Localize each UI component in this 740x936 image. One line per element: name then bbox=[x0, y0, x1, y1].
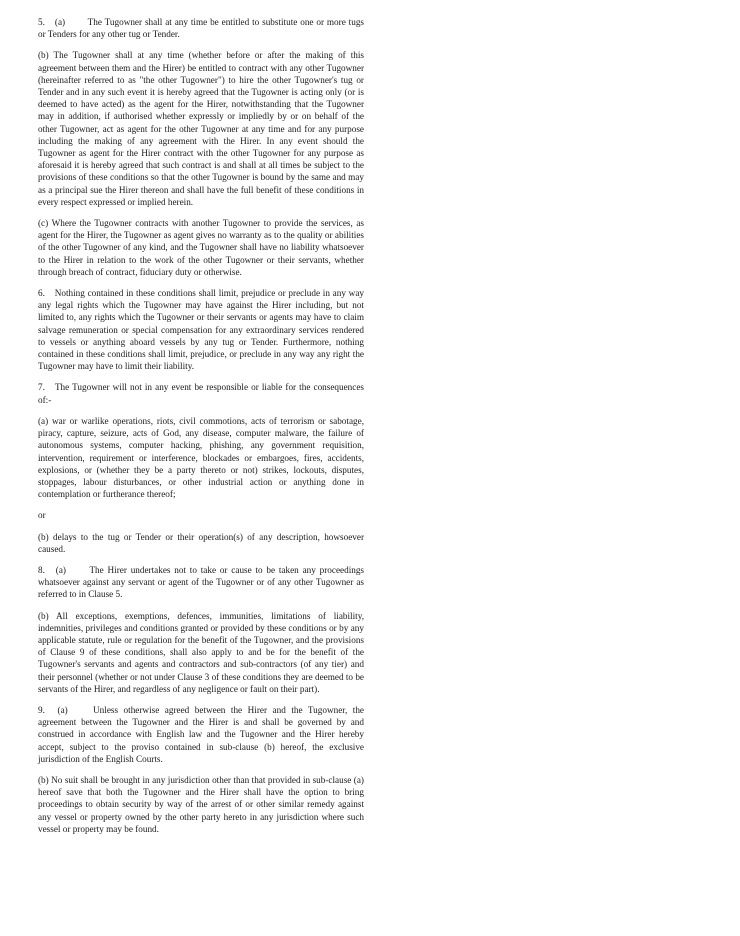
clause-9a bbox=[38, 704, 364, 765]
clause-number: 9. bbox=[38, 704, 45, 715]
clause-7b bbox=[38, 531, 364, 555]
clause-5c bbox=[38, 217, 364, 278]
clause-text: The Tugowner will not in any event be responsible or liable for the consequences of:- bbox=[38, 382, 365, 405]
clause-5b bbox=[38, 49, 364, 208]
clause-text: Unless otherwise agreed between the Hirer and the Tugowner, the agreement between the Tugowner and the Hirer is and shall be governed by and construed in accordance with English law and the Tugowner and the Hirer hereby accept, subject to the proviso contained in sub-clause (b) hereof, the exclusive jurisdiction of the English Courts. bbox=[38, 704, 364, 764]
clause-text: The Hirer undertakes not to take or cause to be taken any proceedings whatsoever against any servant or agent of the Tugowner or of any other Tugowner as referred to in Clause 5. bbox=[38, 564, 365, 600]
clause-5a bbox=[38, 16, 364, 40]
subclause-label: (a) bbox=[55, 564, 66, 575]
clause-number: 7. bbox=[38, 382, 45, 393]
clause-text: or bbox=[38, 510, 46, 521]
clause-number: 5. bbox=[38, 17, 45, 27]
clause-8b bbox=[38, 610, 364, 695]
clause-text: (b) All exceptions, exemptions, defences, immunities, limitations of liability, indemnities, privileges and conditions granted or provided by these conditions or by any applicable statute, rule or regulation for the benefit of the Tugowner, and the provisions of Clause 9 of these conditions, shall also apply to and be for the benefit of the Tugowner's servants and agents and contractors and sub-contractors (of any tier) and their personnel (whether or not under Clause 3 of these conditions they are deemed to be servants of the Hirer, and regardless of any negligence or fault on their part). bbox=[38, 610, 364, 694]
clause-text: Nothing contained in these conditions shall limit, prejudice or preclude in any way any legal rights which the Tugowner may have against the Hirer including, but not limited to, any rights which the Tugowner or their servants or agents may have to claim salvage remuneration or special compensation for any extraordinary services rendered to vessels or anything aboard vessels by any tug or Tender. Furthermore, nothing contained in these conditions shall limit, prejudice, or preclude in any way any right the Tugowner may have to limit their liability. bbox=[38, 288, 364, 372]
clause-text: (c) Where the Tugowner contracts with another Tugowner to provide the services, as agent for the Hirer, the Tugowner as agent gives no warranty as to the quality or abilities of the other Tugowner of any kind, and the Tugowner shall have no liability whatsoever to the Hirer in relation to the work of the other Tugowner or their servants, whether through breach of contract, fiduciary duty or otherwise. bbox=[38, 218, 364, 277]
clause-text: (b) No suit shall be brought in any jurisdiction other than that provided in sub-clause (a) hereof save that both the Tugowner and the Hirer shall have the option to bring proceedings to obtain security by way of the arrest of or other similar remedy against any vessel or property owned by the other party hereto in any jurisdiction where such vessel or property may be found. bbox=[38, 774, 364, 834]
clause-number: 6. bbox=[38, 288, 45, 299]
clause-text: (b) The Tugowner shall at any time (whether before or after the making of this agreement between them and the Hirer) be entitled to contract with any other Tugowner (hereinafter referred to as "the other Tugowner") to hire the other Tugowner's tug or Tender and in any such event it is hereby agreed that the Tugowner is acting only (or is deemed to have acted) as the agent for the Hirer, notwithstanding that the Tugowner may in addition, if authorised whether expressly or impliedly by or on behalf of the other Tugowner, act as agent for the other Tugowner at any time and for any purpose including the making of any agreement with the Hirer. In any event should the Tugowner as agent for the Hirer contract with the other Tugowner for any purpose as aforesaid it is hereby agreed that such contract is and shall at all times be subject to the provisions of these conditions so that the other Tugowner is bound by the same and may as a principal sue the Hirer thereon and shall have the full benefit of these conditions in every respect expressed or implied herein. bbox=[38, 50, 364, 207]
clause-7a bbox=[38, 415, 364, 500]
subclause-label: (a) bbox=[54, 17, 66, 27]
document-page bbox=[38, 16, 364, 844]
clause-text: (b) delays to the tug or Tender or their operation(s) of any description, howsoever caused. bbox=[38, 531, 364, 554]
clause-7 bbox=[38, 381, 364, 405]
subclause-label: (a) bbox=[57, 704, 68, 715]
clause-6 bbox=[38, 287, 364, 372]
clause-9b bbox=[38, 774, 364, 835]
clause-7-or bbox=[38, 509, 364, 521]
clause-number: 8. bbox=[38, 564, 45, 575]
clause-text: The Tugowner shall at any time be entitled to substitute one or more tugs or Tenders for any other tug or Tender. bbox=[38, 17, 364, 40]
clause-text: (a) war or warlike operations, riots, civil commotions, acts of terrorism or sabotage, piracy, capture, seizure, acts of God, any disease, computer malware, the failure of autonomous systems, computer hacking, phishing, any government requisition, intervention, requirement or interference, blockades or embargoes, fires, accidents, explosions, or (whether they be a party thereto or not) strikes, lockouts, disputes, stoppages, labour disturbances, or other industrial action or anything done in contemplation or furtherance thereof; bbox=[38, 415, 364, 500]
clause-8a bbox=[38, 564, 364, 601]
